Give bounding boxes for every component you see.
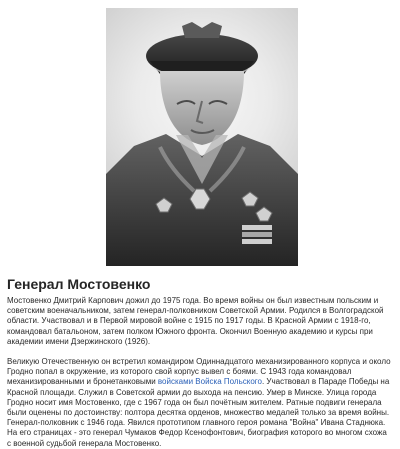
article-body [7, 296, 393, 449]
article-paragraph-2-text-before-link: Великую Отечественную он встретил командиром Одиннадцатого механизированного корпуса и около Гродно попал в окружение, из которого свой корпус вывел с боями. С 1943 года командовал механизированными и бронетанковыми [7, 357, 391, 387]
ribbon-bar-2 [242, 232, 272, 237]
ribbon-bar-3 [242, 239, 272, 244]
cap-eagle-badge [182, 22, 222, 38]
portrait-photo [106, 8, 298, 266]
article-paragraph-2-text-after-link: . Участвовал в Параде Победы на Красной площади. Служил в Советской армии до выхода на пенсию. Умер в Минске. Улица города Гродно носит имя Мостовенко, где с 1967 года он был почётным жителем. Ратные подвиги генерала были оценены по достоинству: полтора десятка орденов, множество медалей только за время войны. Генерал-полковник с 1946 года. Явился прототипом главного героя романа "Война" Ивана Стаднюка. На его страницах - это генерал Чумаков Федор Ксенофонтович, биография которого во многом схожа с военной судьбой генерала Мостовенко. [7, 377, 390, 448]
article-paragraph-2 [7, 357, 393, 449]
article-paragraph-1: Мостовенко Дмитрий Карпович дожил до 1975 года. Во время войны он был известным польским и советским военачальником, затем генерал-полковником Советской Армии. Родился в Волгоградской области. Участвовал и в Первой мировой войне с 1915 по 1917 годы. В Красной Армии с 1918-го, командовал батальоном, затем полком Южного фронта. Окончил Военную академию и курсы при академии имени Дзержинского (1926). [7, 296, 384, 346]
portrait-illustration [106, 8, 298, 266]
article-title: Генерал Мостовенко [7, 276, 151, 292]
polish-army-armored-forces-link[interactable]: войсками Войска Польского [157, 377, 262, 387]
ribbon-bar-1 [242, 225, 272, 230]
